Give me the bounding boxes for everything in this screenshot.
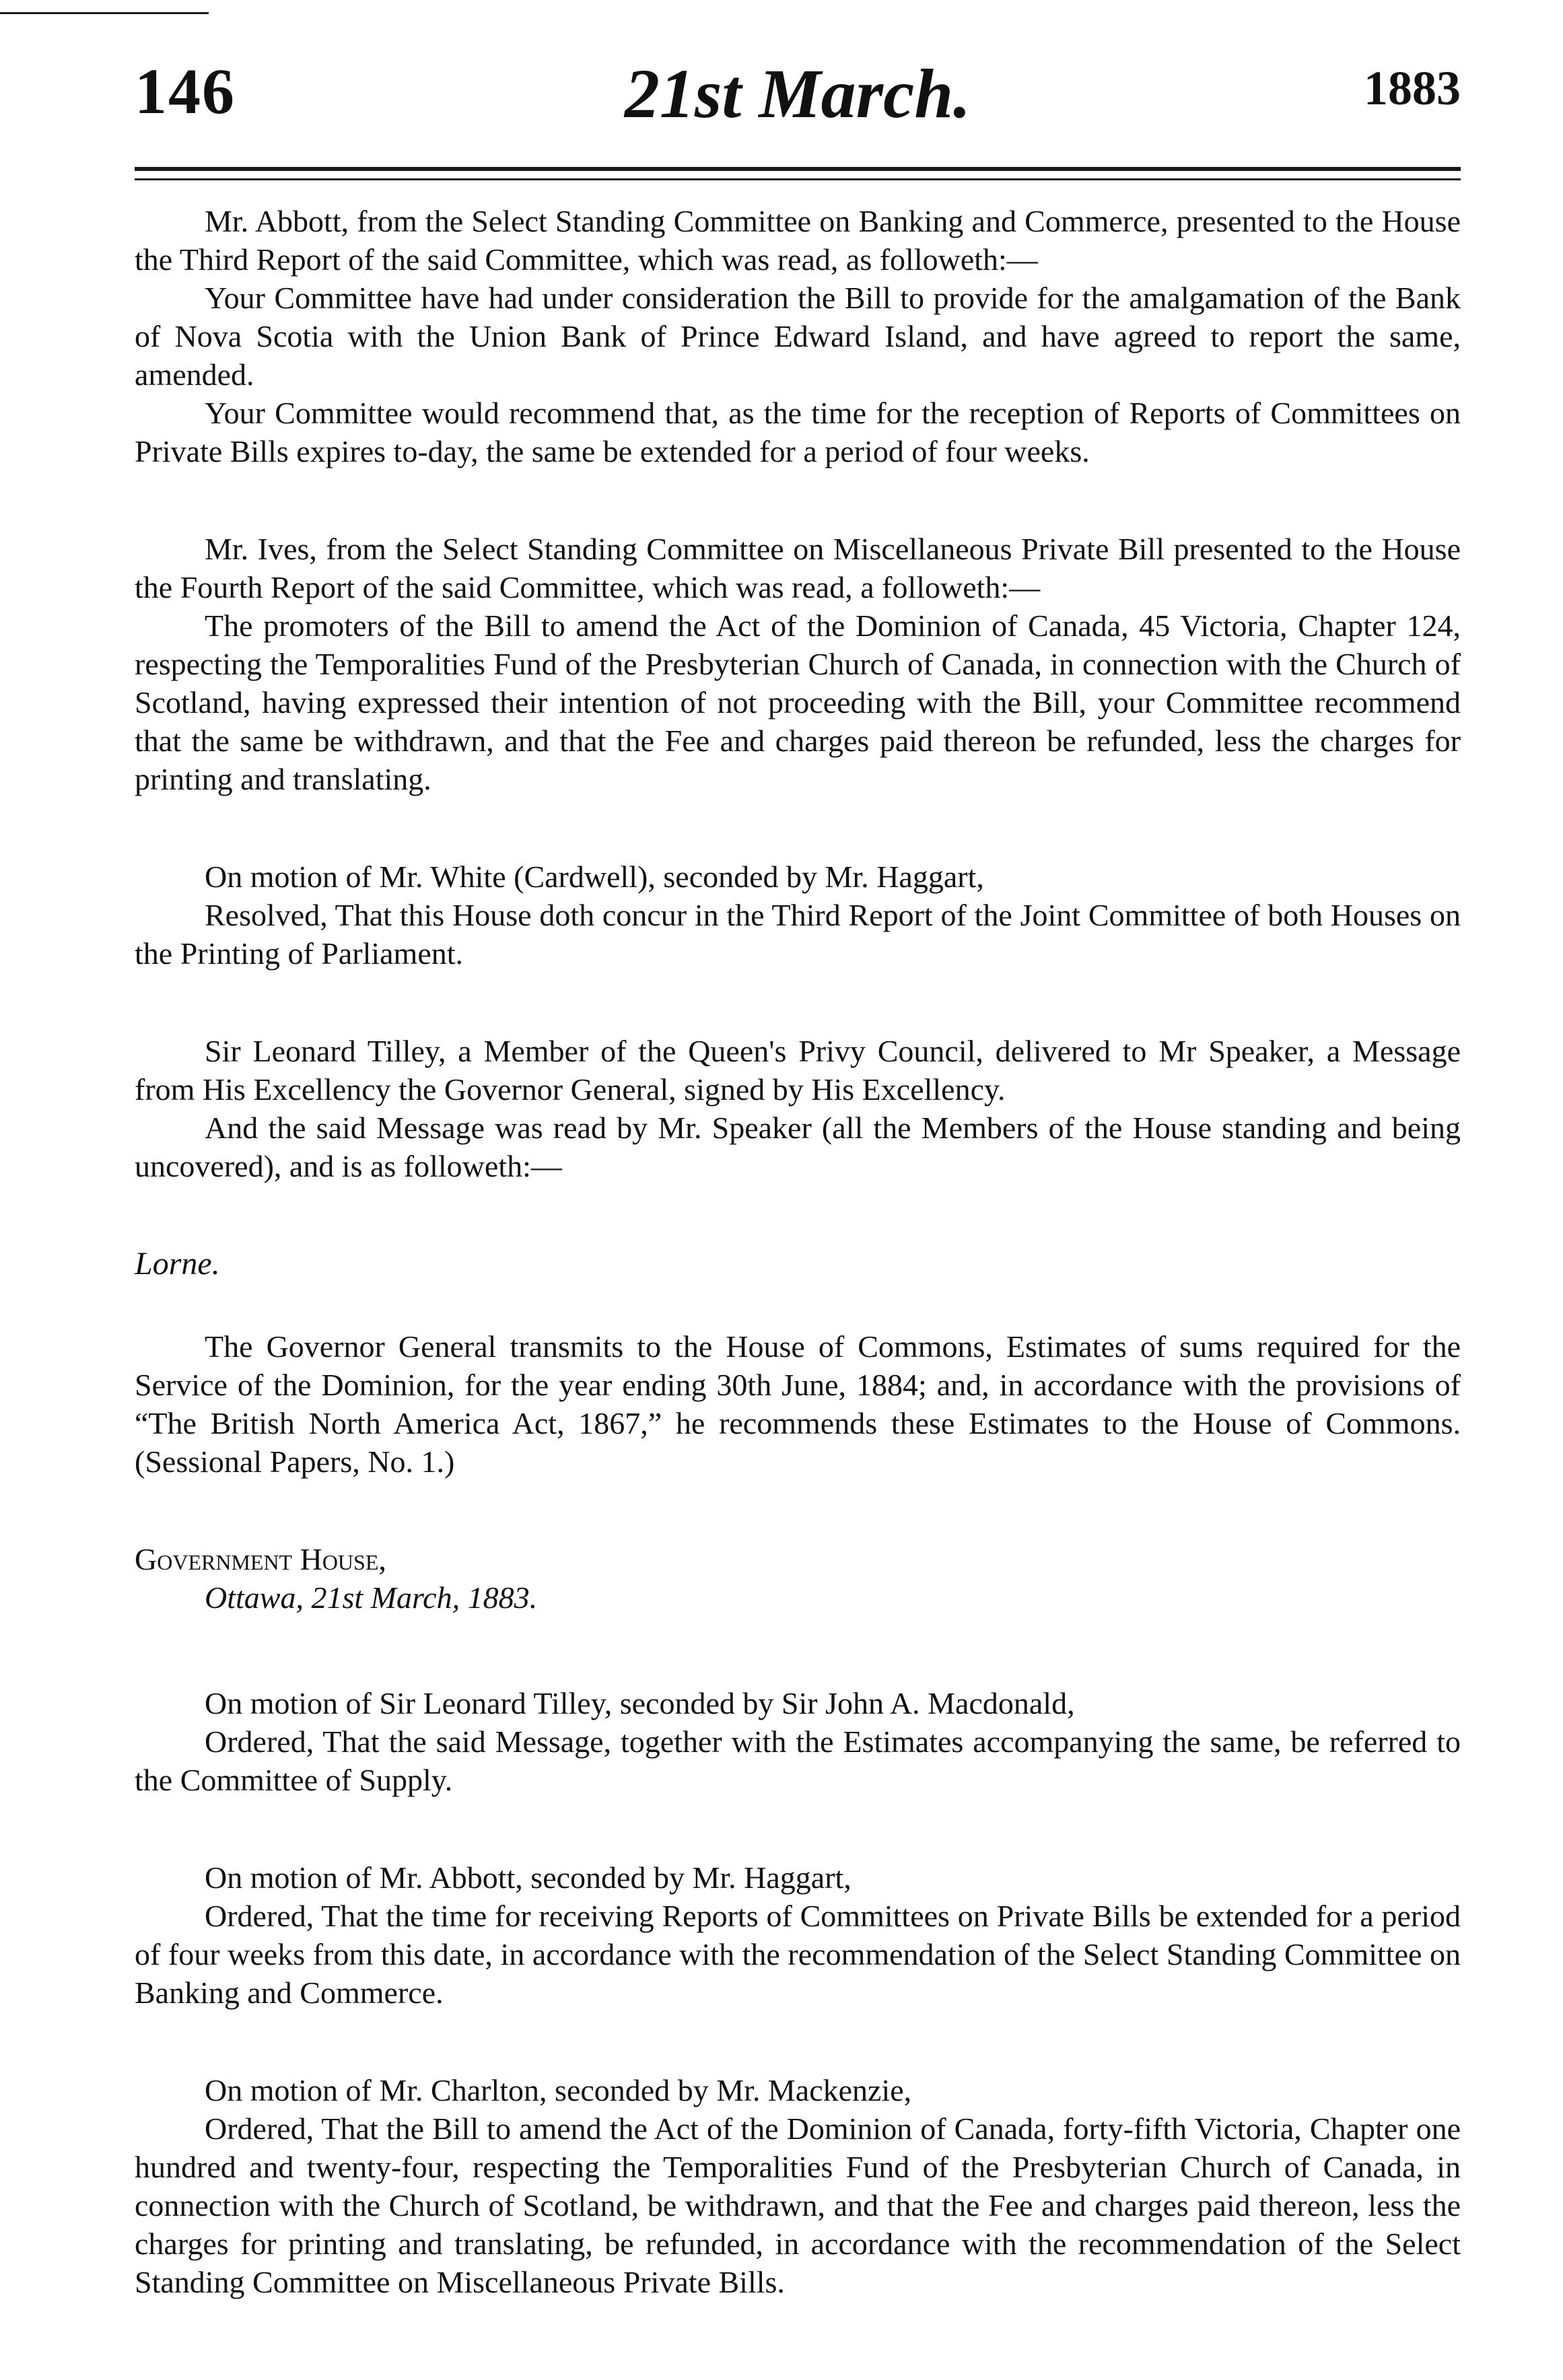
journal-body <box>135 202 1461 2360</box>
government-house-dateline <box>135 1540 1461 1617</box>
ives-report-para-1: The promoters of the Bill to amend the Act of the Dominion of Canada, 45 Victoria, Chapter 124, respecting the Temporalities Fund of the Presbyterian Church of Canada, in connection with the Church of Scotland, having expressed their intention of not proceeding with the Bill, your Committee recommend that the same be withdrawn, and that the Fee and charges paid thereon be refunded, less the charges for printing and translating. <box>135 608 1461 796</box>
ottawa-date-line: Ottawa, 21st March, 1883. <box>205 1580 538 1615</box>
charlton-motion-entry <box>135 2071 1461 2301</box>
year: 1883 <box>1364 61 1461 115</box>
abbott-motion-order: Ordered, That the time for receiving Reports of Committees on Private Bills be extended for a period of four weeks from this date, in accordance with the recommendation of the Select Standing Committee on Banking and Commerce. <box>135 1899 1461 2010</box>
governor-message-text: The Governor General transmits to the House of Commons, Estimates of sums required for the Service of the Dominion, for the year ending 30th June, 1884; and, in accordance with the provisions of “The British North America Act, 1867,” he recommends these Estimates to the House of Commons. (Sessional Papers, No. 1.) <box>135 1329 1461 1479</box>
tilley-message-reading: And the said Message was read by Mr. Speaker (all the Members of the House standing and being uncovered), and is as followeth:— <box>135 1111 1461 1183</box>
tilley-motion-entry <box>135 1684 1461 1799</box>
tilley-motion-intro: On motion of Sir Leonard Tilley, seconded by Sir John A. Macdonald, <box>205 1686 1075 1720</box>
government-house-line: Government House, <box>135 1542 386 1576</box>
white-motion-resolution: Resolved, That this House doth concur in the Third Report of the Joint Committee of both Houses on the Printing of Parliament. <box>135 898 1461 971</box>
date-heading: 21st March. <box>624 55 971 133</box>
charlton-motion-intro: On motion of Mr. Charlton, seconded by Mr. Mackenzie, <box>205 2073 912 2107</box>
abbott-motion-entry <box>135 1858 1461 2012</box>
tilley-message-entry <box>135 1032 1461 1185</box>
governor-message-entry <box>135 1327 1461 1481</box>
tilley-motion-order: Ordered, That the said Message, together with the Estimates accompanying the same, be referred to the Committee of Supply. <box>135 1724 1461 1797</box>
tilley-message-intro: Sir Leonard Tilley, a Member of the Queen's Privy Council, delivered to Mr Speaker, a Message from His Excellency the Governor General, signed by His Excellency. <box>135 1034 1461 1107</box>
governor-signature: Lorne. <box>135 1246 220 1282</box>
ives-report-intro: Mr. Ives, from the Select Standing Committee on Miscellaneous Private Bill presented to the House the Fourth Report of the said Committee, which was read, a followeth:— <box>135 532 1461 604</box>
charlton-motion-order: Ordered, That the Bill to amend the Act of the Dominion of Canada, forty-fifth Victoria, Chapter one hundred and twenty-four, respecting the Temporalities Fund of the Presbyterian Church of Canada, in connection with the Church of Scotland, be withdrawn, and that the Fee and charges paid thereon, less the charges for printing and translating, be refunded, in accordance with the recommendation of the Select Standing Committee on Miscellaneous Private Bills. <box>135 2111 1461 2299</box>
page-header <box>135 54 1461 133</box>
white-motion-intro: On motion of Mr. White (Cardwell), seconded by Mr. Haggart, <box>205 860 984 894</box>
white-motion-entry <box>135 858 1461 973</box>
header-double-rule <box>135 167 1461 180</box>
abbott-report-intro: Mr. Abbott, from the Select Standing Committee on Banking and Commerce, presented to the House the Third Report of the said Committee, which was read, as followeth:— <box>135 204 1461 277</box>
abbott-report-para-1: Your Committee have had under consideration the Bill to provide for the amalgamation of the Bank of Nova Scotia with the Union Bank of Prince Edward Island, and have agreed to report the same, amended. <box>135 281 1461 392</box>
abbott-report-entry <box>135 202 1461 470</box>
ives-report-entry <box>135 530 1461 798</box>
top-left-rule <box>0 12 209 14</box>
abbott-report-para-2: Your Committee would recommend that, as the time for the reception of Reports of Committees on Private Bills expires to-day, the same be extended for a period of four weeks. <box>135 396 1461 468</box>
page-number: 146 <box>135 55 236 127</box>
abbott-motion-intro: On motion of Mr. Abbott, seconded by Mr. Haggart, <box>205 1860 852 1895</box>
